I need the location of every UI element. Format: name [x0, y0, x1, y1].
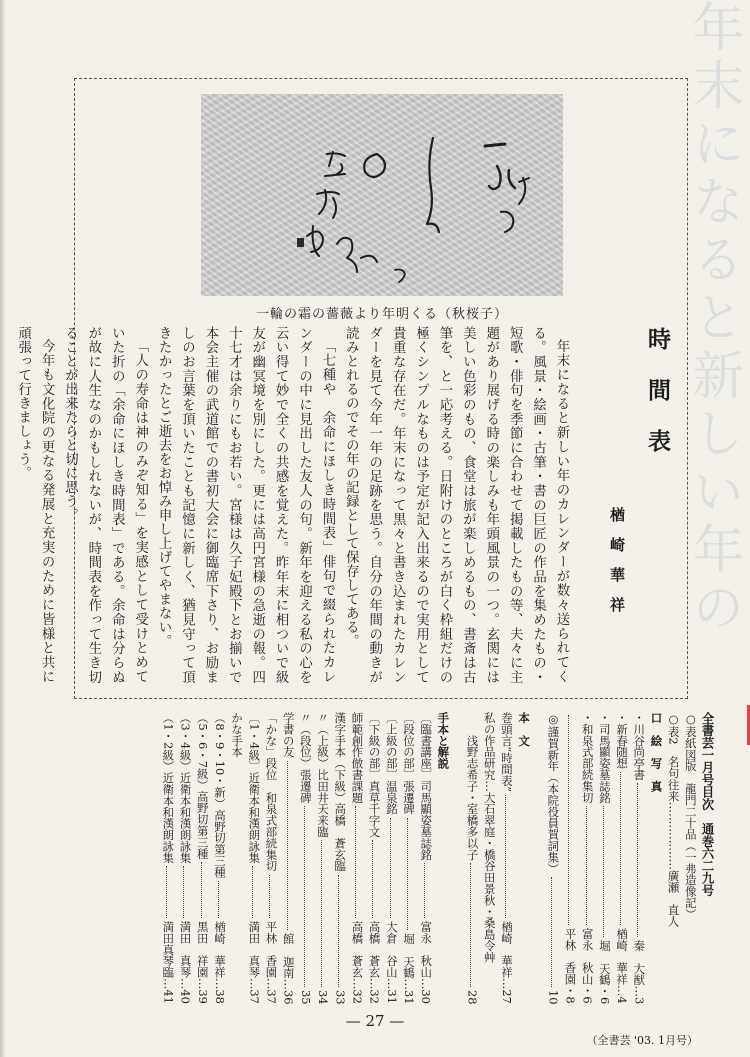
page-edge	[0, 0, 6, 1057]
toc-entry-title: 浅野志希子・室橋多以子	[465, 712, 480, 861]
toc-entry[interactable]	[544, 712, 561, 1004]
toc-entry[interactable]	[297, 712, 314, 1004]
toc-entry[interactable]	[481, 712, 498, 1004]
toc-entry-title: 手本と解説	[436, 712, 451, 769]
calligraphy-brush-icon	[201, 94, 563, 296]
toc-entry-title: 〃（上級）比田井天来臨	[316, 712, 331, 838]
toc-entry-page: 館 迦南…36	[281, 932, 296, 1004]
toc-entry-page: 満田 真琴…40	[178, 921, 193, 1004]
toc-leader-dots	[183, 866, 185, 918]
toc-entry[interactable]	[365, 712, 382, 1004]
toc-leader-dots	[355, 806, 357, 918]
toc-entry[interactable]	[159, 712, 176, 1004]
toc-leader-dots	[218, 881, 220, 918]
toc-leader-dots	[470, 863, 472, 986]
toc-leader-dots	[424, 863, 426, 918]
toc-entry-title: 学書の友	[281, 712, 296, 758]
toc-leader-dots	[304, 806, 306, 986]
essay-frame	[15, 78, 688, 699]
toc-entry-title: 〔1・4級〕近衛本和漢朗詠集	[247, 712, 262, 864]
toc-entry[interactable]	[682, 712, 699, 1004]
essay-paragraph: 「人の寿命は神のみぞ知る」を実感として受けとめていた折の「余命にほしき時間表」である。余命は分らぬが故に人生なのかもしれないが、時間表を作って生き切ることが出来たらと切に思う。	[62, 326, 148, 684]
toc-entry[interactable]	[498, 712, 515, 1004]
essay-title: 時間表	[644, 327, 671, 480]
toc-entry[interactable]	[245, 712, 262, 1004]
toc-entry-page: 楢崎 華祥…38	[212, 921, 227, 1004]
toc-entry-title: 「かな」段位 和泉式部続集切	[264, 712, 279, 872]
toc-entry-page: 楢崎 華祥…4	[615, 928, 630, 1004]
toc-leader-dots	[407, 818, 409, 930]
toc-entry-title: （1・2級）近衛本和漢朗詠集	[161, 712, 176, 864]
essay-body	[15, 326, 573, 684]
toc-entry-page: 富永 秋山…30	[419, 921, 434, 1004]
toc-entry[interactable]	[211, 712, 228, 1004]
toc-entry[interactable]	[463, 712, 480, 1004]
toc-entry-title: ・和泉式部続集切	[580, 712, 595, 804]
bleed-through-text: 年末になると新しい年の	[683, 0, 743, 638]
essay-paragraph: 「七種や 余命にほしき時間表」俳句で綴られたカレンダーの中に見出した友人の句。新年を迎える私の心を云い得て妙で全くの共感を覚えた。昨年末に相ついで級友が幽冥境を別にした。更には高円宮様の急逝の報。四十七才は余りにもお若い。宮様は久子妃殿下とお揃いで本会主催の武道館での書初大会に御臨席下さり、お励ましのお言葉を頂いたことも記憶に新しく、猶見守って頂きたかったとご逝去をお悼み申し上げてやまない。	[156, 326, 335, 684]
toc-entry-page: 平林 香園…37	[264, 921, 279, 1004]
toc-entry[interactable]	[228, 712, 245, 1004]
toc-leader-dots	[551, 877, 553, 986]
toc-entry-title: （3・4級）近衛本和漢朗詠集	[178, 712, 193, 864]
toc-entry-title: （5・6・7級）高野切第三種	[195, 712, 210, 860]
toc-leader-dots	[390, 818, 392, 919]
toc-section-heading	[647, 712, 664, 1004]
toc-entry-title: 漢字手本（下級）高橋 蒼玄臨	[333, 712, 348, 872]
toc-entry-title: ・新春随想	[615, 712, 630, 769]
toc-spacer	[451, 712, 463, 1004]
toc-leader-dots	[586, 806, 588, 925]
toc-entry-title: 〔下級の部〕真草千字文	[367, 712, 382, 838]
toc-entry-title: 〔段位の部〕張遷碑	[402, 712, 416, 815]
toc-leader-dots	[201, 862, 203, 918]
toc-entry[interactable]	[417, 712, 434, 1004]
toc-entry-title: ・川谷尚亭書	[632, 712, 647, 781]
toc-entry-page: 秦 大猷…3	[632, 939, 647, 1004]
toc-entry-page: 高橋 蒼玄…32	[367, 921, 382, 1004]
page-number: — 27 —	[345, 1012, 405, 1030]
toc-entry[interactable]	[664, 712, 681, 1004]
toc-entry-page: 堀 天鶴…31	[402, 932, 416, 1004]
image-caption: 一輪の霜の薔薇より年明くる（秋桜子）	[255, 307, 508, 322]
toc-entry-page: 楢崎 華祥…27	[499, 921, 514, 1004]
toc-entry[interactable]	[331, 712, 348, 1004]
toc-entry-page: 33	[333, 989, 348, 1004]
toc-entry-title: かな手本	[230, 712, 245, 758]
toc-entry-page: 満田 真琴…37	[247, 921, 262, 1004]
toc-leader-dots	[637, 783, 639, 936]
toc-entry-page: 大倉 谷山…31	[384, 921, 399, 1004]
toc-entry[interactable]	[280, 712, 297, 1004]
toc-spacer	[532, 712, 544, 1004]
toc-entry-title: ○表紙図版 龍門二十品（一弗造像記）	[683, 712, 698, 920]
toc-entry[interactable]	[561, 712, 578, 1004]
toc-entry-title: 本 文	[517, 712, 532, 747]
toc-leader-dots	[620, 772, 622, 925]
toc-entry-title: 〃（段位）張遷碑	[298, 712, 313, 804]
toc-entry[interactable]	[613, 712, 630, 1004]
toc-entry-title: 私の作品研究…大石翠庭・橋谷田景秋・桑島令艸	[482, 712, 497, 963]
toc-entry-title: 〔上級の部〕温泉銘	[384, 712, 399, 815]
toc-entry[interactable]	[383, 712, 400, 1004]
toc-entry[interactable]	[630, 712, 647, 1004]
toc-entry[interactable]	[262, 712, 279, 1004]
toc-leader-dots	[505, 795, 507, 918]
toc-entry[interactable]	[314, 712, 331, 1004]
toc-entry-page: 10	[546, 989, 561, 1004]
toc-entry-page: 高橋 蒼玄…32	[350, 921, 365, 1004]
toc-leader-dots	[321, 840, 323, 986]
toc-entry[interactable]	[596, 712, 613, 1004]
issue-footer: （全書芸 '03. 1月号）	[586, 1034, 698, 1047]
toc-entry-page: 満田真琴臨…41	[161, 921, 176, 1004]
toc-entry[interactable]	[194, 712, 211, 1004]
toc-entry-title: ○表2 名句往来………………廣瀬 直人	[666, 712, 681, 927]
toc-entry-title: 巻頭言“時間表”	[499, 712, 514, 793]
toc-leader-dots	[287, 761, 289, 930]
toc-entry-title: ◎謹賀新年（本院役員賀詞集）	[546, 712, 561, 875]
toc-section-heading	[515, 712, 532, 1004]
essay-author: 楢崎華祥	[608, 507, 626, 627]
toc-leader-dots	[338, 875, 340, 987]
toc-entry[interactable]	[176, 712, 193, 1004]
toc-entry-page: 28	[465, 989, 480, 1004]
toc-leader-dots	[166, 866, 168, 918]
toc-entry-page: 平林 香園・8	[563, 928, 578, 1004]
toc-entry-page: 堀 天鶴・6	[597, 939, 612, 1004]
toc-leader-dots	[269, 875, 271, 919]
toc-entry-title: 〔臨書講座〕司馬顯姿墓誌銘	[419, 712, 434, 861]
toc-leader-dots	[603, 806, 605, 937]
toc-entry-title: 全書芸一月号目次 通巻六二九号	[700, 712, 715, 897]
toc-leader-dots	[372, 840, 374, 918]
essay-paragraph: 年末になると新しい年のカレンダーが数々送られてくる。風景・絵画・古筆・書の巨匠の作品を集めたもの・短歌・俳句を季節に合わせて掲載したもの等、夫々に主題があり展げる時の楽しみも年頭風景の一つ。玄関には美しい色彩のもの、食堂は旅が楽しめるもの、書斎は古筆を、と一応考える。日附けのところが白く枠組だけの極くシンプルなものは予定が記入出来るので実用として貴重な存在だ。年末になって黒々と書き込まれたカレンダーを見て今年一年の足跡を思う。自分の年間の動きが読みとれるのでその年の記録として保存してある。	[343, 326, 569, 684]
toc-entry-page: 34	[316, 989, 331, 1004]
toc-entry-title: ・司馬顯姿墓誌銘	[597, 712, 612, 804]
toc-entry-page: 35	[298, 989, 313, 1004]
table-of-contents	[88, 712, 716, 1012]
toc-leader-dots	[252, 866, 254, 918]
toc-section-heading	[434, 712, 451, 1004]
toc-entry-page: 黒田 祥園…39	[195, 921, 210, 1004]
toc-entry-title: （8・9・10・新）高野切第三種	[212, 712, 227, 878]
toc-entry-title: 師範創作倣書課題	[350, 712, 365, 804]
toc-entry-page: 富永 秋山・6	[580, 928, 595, 1004]
toc-entry-title: 口 絵 写 真	[649, 712, 664, 792]
essay-paragraph: 今年も文化院の更なる発展と充実のために皆様と共に頑張って行きましょう。	[15, 326, 55, 684]
toc-entry[interactable]	[348, 712, 365, 1004]
calligraphy-image	[201, 94, 563, 296]
toc-leader-dots	[568, 715, 570, 925]
toc-entry[interactable]	[579, 712, 596, 1004]
toc-entry[interactable]	[400, 712, 417, 1004]
toc-header	[699, 712, 716, 1004]
